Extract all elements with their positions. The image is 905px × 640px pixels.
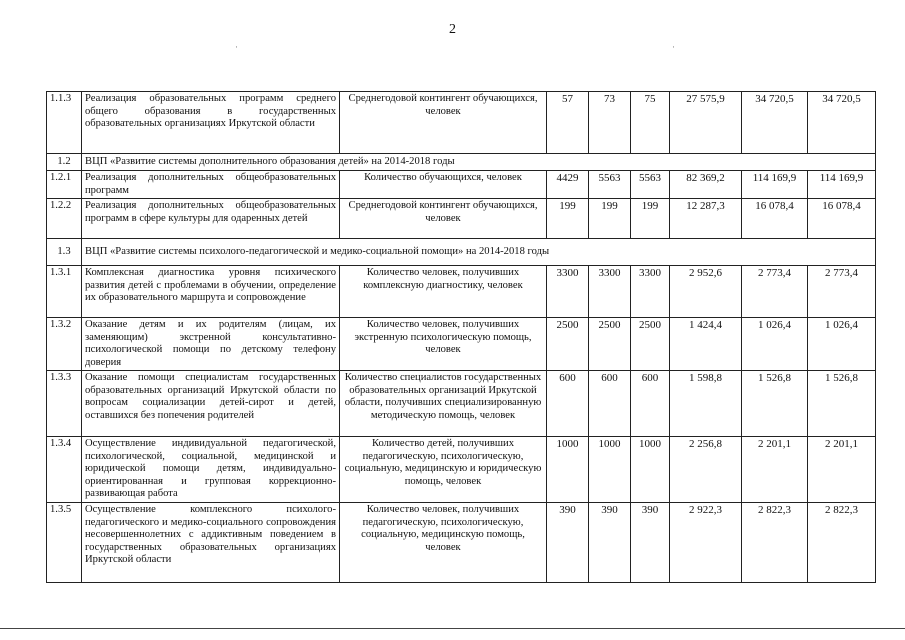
table-row: [47, 266, 876, 318]
section-row: [47, 239, 876, 266]
budget-table: [46, 91, 876, 583]
row-description: Реализация дополнительных общеобразовательных программ в сфере культуры для одаренных детей: [82, 199, 340, 239]
value-cell: 82 369,2: [670, 171, 742, 199]
value-cell: 2 201,1: [808, 437, 876, 503]
row-number: 1.3.1: [47, 266, 82, 318]
value-cell: 600: [631, 371, 670, 437]
section-title: ВЦП «Развитие системы психолого-педагогической и медико-социальной помощи» на 2014-2018 годы: [82, 239, 876, 266]
value-cell: 73: [589, 92, 631, 154]
table-row: [47, 92, 876, 154]
value-cell: 75: [631, 92, 670, 154]
row-number: 1.3.3: [47, 371, 82, 437]
page-number: 2: [449, 22, 456, 37]
value-cell: 5563: [589, 171, 631, 199]
value-cell: 390: [589, 503, 631, 583]
value-cell: 1 526,8: [808, 371, 876, 437]
row-indicator: Количество человек, получивших экстренную психологическую помощь, человек: [340, 318, 547, 371]
value-cell: 5563: [631, 171, 670, 199]
section-number: 1.3: [47, 239, 82, 266]
value-cell: 2 822,3: [808, 503, 876, 583]
row-indicator: Количество человек, получивших комплексную диагностику, человек: [340, 266, 547, 318]
value-cell: 2 773,4: [742, 266, 808, 318]
row-description: Осуществление комплексного психолого-педагогического и медико-социального сопровождения несовершеннолетних с аддиктивным поведением в государственных образовательных организациях Иркутской области: [82, 503, 340, 583]
value-cell: 390: [547, 503, 589, 583]
row-indicator: Количество детей, получивших педагогическую, психологическую, социальную, медицинскую и юридическую помощь, человек: [340, 437, 547, 503]
value-cell: 16 078,4: [742, 199, 808, 239]
value-cell: 27 575,9: [670, 92, 742, 154]
page-bottom-edge: [0, 628, 905, 629]
value-cell: 1 598,8: [670, 371, 742, 437]
row-description: Реализация дополнительных общеобразовательных программ: [82, 171, 340, 199]
row-indicator: Количество человек, получивших педагогическую, психологическую, социальную, медицинскую помощь, человек: [340, 503, 547, 583]
value-cell: 199: [589, 199, 631, 239]
row-description: Комплексная диагностика уровня психического развития детей с проблемами в обучении, определение их образовательного маршрута и сопровождение: [82, 266, 340, 318]
value-cell: 600: [547, 371, 589, 437]
value-cell: 16 078,4: [808, 199, 876, 239]
value-cell: 1 526,8: [742, 371, 808, 437]
value-cell: 2 822,3: [742, 503, 808, 583]
row-number: 1.3.4: [47, 437, 82, 503]
value-cell: 2 256,8: [670, 437, 742, 503]
table-row: [47, 371, 876, 437]
value-cell: 2500: [547, 318, 589, 371]
row-indicator: Количество обучающихся, человек: [340, 171, 547, 199]
section-row: [47, 154, 876, 171]
row-description: Оказание помощи специалистам государственных образовательных организаций Иркутской области по вопросам социализации детей-сирот и детей, оставшихся без попечения родителей: [82, 371, 340, 437]
value-cell: 12 287,3: [670, 199, 742, 239]
value-cell: 1 424,4: [670, 318, 742, 371]
row-indicator: Среднегодовой контингент обучающихся, человек: [340, 92, 547, 154]
row-description: Реализация образовательных программ среднего общего образования в государственных образовательных организациях Иркутской области: [82, 92, 340, 154]
value-cell: 114 169,9: [808, 171, 876, 199]
row-number: 1.3.2: [47, 318, 82, 371]
value-cell: 2500: [631, 318, 670, 371]
value-cell: 3300: [589, 266, 631, 318]
value-cell: 600: [589, 371, 631, 437]
value-cell: 2500: [589, 318, 631, 371]
value-cell: 34 720,5: [742, 92, 808, 154]
section-number: 1.2: [47, 154, 82, 171]
table-row: [47, 199, 876, 239]
value-cell: 4429: [547, 171, 589, 199]
value-cell: 199: [547, 199, 589, 239]
value-cell: 1000: [589, 437, 631, 503]
value-cell: 3300: [631, 266, 670, 318]
section-title: ВЦП «Развитие системы дополнительного образования детей» на 2014-2018 годы: [82, 154, 876, 171]
row-indicator: Среднегодовой контингент обучающихся, человек: [340, 199, 547, 239]
row-number: 1.2.1: [47, 171, 82, 199]
table-row: [47, 318, 876, 371]
value-cell: 199: [631, 199, 670, 239]
table-row: [47, 503, 876, 583]
scan-speck: ·: [672, 42, 675, 52]
table-row: [47, 437, 876, 503]
row-number: 1.1.3: [47, 92, 82, 154]
scan-speck: ·: [235, 42, 238, 52]
value-cell: 1000: [547, 437, 589, 503]
row-description: Оказание детям и их родителям (лицам, их заменяющим) экстренной консультативно-психологической помощи по детскому телефону доверия: [82, 318, 340, 371]
value-cell: 114 169,9: [742, 171, 808, 199]
row-number: 1.3.5: [47, 503, 82, 583]
value-cell: 1000: [631, 437, 670, 503]
row-number: 1.2.2: [47, 199, 82, 239]
value-cell: 2 201,1: [742, 437, 808, 503]
value-cell: 390: [631, 503, 670, 583]
value-cell: 2 922,3: [670, 503, 742, 583]
row-description: Осуществление индивидуальной педагогической, психологической, социальной, медицинской и юридической помощи детям, индивидуально-ориентированная и групповая коррекционно-развивающая работа: [82, 437, 340, 503]
value-cell: 2 773,4: [808, 266, 876, 318]
value-cell: 1 026,4: [808, 318, 876, 371]
value-cell: 3300: [547, 266, 589, 318]
value-cell: 34 720,5: [808, 92, 876, 154]
value-cell: 1 026,4: [742, 318, 808, 371]
value-cell: 2 952,6: [670, 266, 742, 318]
row-indicator: Количество специалистов государственных образовательных организаций Иркутской области, получивших специализированную методическую помощь, человек: [340, 371, 547, 437]
table-row: [47, 171, 876, 199]
value-cell: 57: [547, 92, 589, 154]
